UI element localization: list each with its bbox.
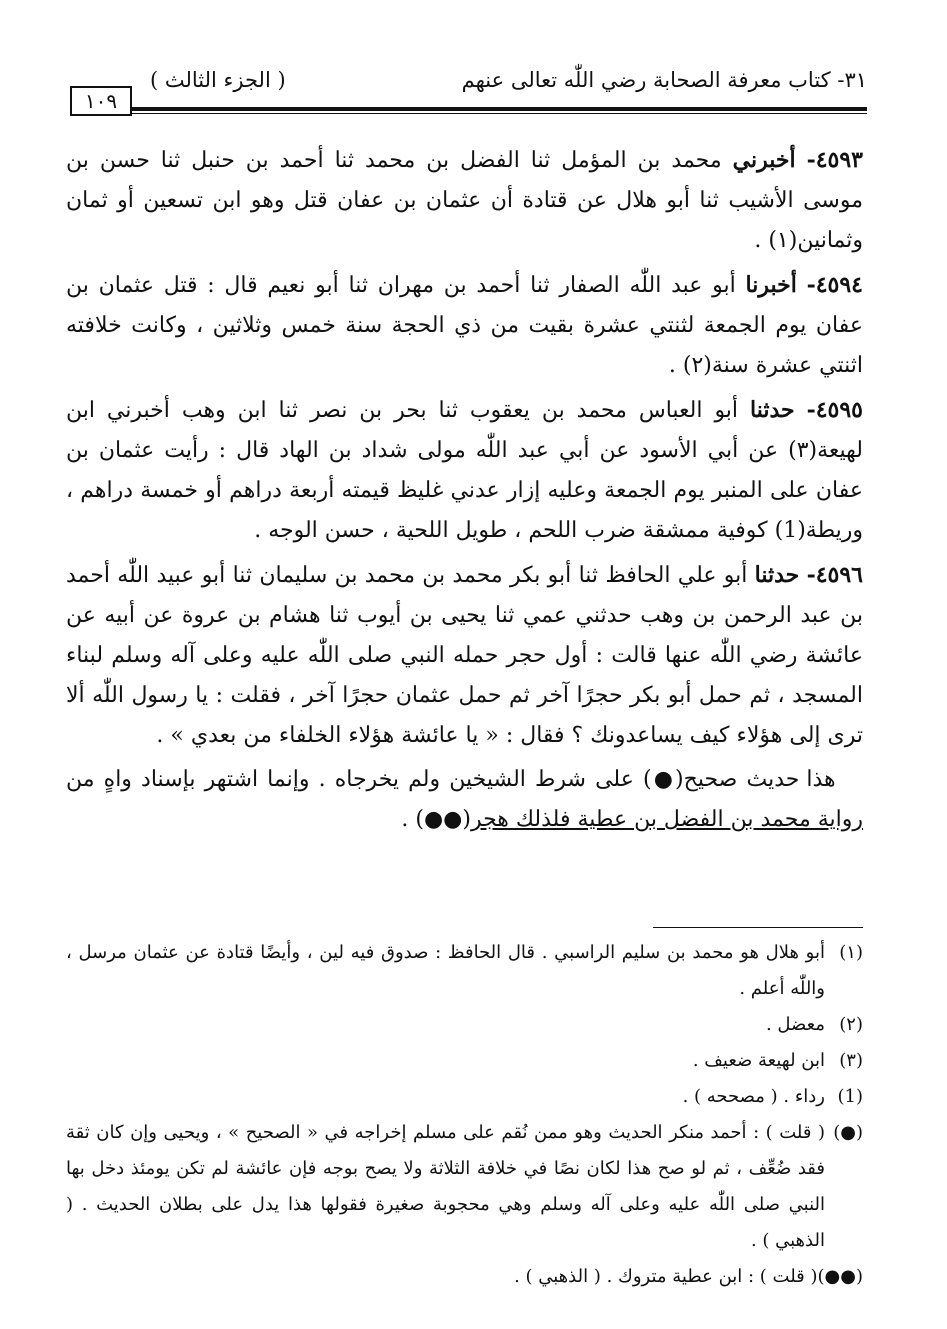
hadith-text: محمد بن المؤمل ثنا الفضل بن محمد ثنا أحمد بن حنبل ثنا حسن بن موسى الأشيب ثنا أبو هلال عن قتادة أن عثمان بن عفان قتل وهو ابن تسعين أو ثمان وثمانين(١) . xyxy=(66,148,863,253)
footnote xyxy=(66,1079,863,1115)
footnote-mark: (٢) xyxy=(839,1014,863,1035)
footnote-mark: (●) xyxy=(833,1122,863,1143)
footnote-text: ( قلت ) : أحمد منكر الحديث وهو ممن نُقم على مسلم إخراجه في « الصحيح » ، ويحيى وإن كان ثقة فقد ضُعِّف ، ثم لو صح هذا لكان نصًا في خلافة الثلاثة ولا يصح بوجه فإن عائشة لم تكن يومئذ دخل بها النبي صلى اللّٰه عليه وعلى آله وسلم وهي محجوبة صغيرة فقولها هذا يدل على بطلان الحديث . ( الذهبي ) . xyxy=(66,1122,825,1251)
footnote-text: ( قلت ) : ابن عطية متروك . ( الذهبي ) . xyxy=(514,1266,818,1287)
hadith-lead: حدثنا xyxy=(750,397,795,423)
footnote xyxy=(66,935,863,1007)
footnotes xyxy=(66,935,863,1295)
footnote-mark: (١) xyxy=(839,942,863,963)
header-rule xyxy=(130,107,867,114)
hadith-number: ٤٥٩٤- xyxy=(806,272,863,298)
footnote-mark: (●●) xyxy=(817,1266,863,1287)
part-title: ( الجزء الثالث ) xyxy=(150,68,286,92)
hadith-number: ٤٥٩٥- xyxy=(806,397,863,423)
hadith-4596 xyxy=(66,555,863,756)
verdict-underlined: رواية محمد بن الفضل بن عطية فلذلك هجر xyxy=(470,807,863,832)
footnote xyxy=(66,1043,863,1079)
hadith-lead: أخبرني xyxy=(732,147,796,173)
verdict-text: هذا حديث صحيح(●) على شرط الشيخين ولم يخرجاه . وإنما اشتهر بإسناد واهٍ من xyxy=(66,767,836,792)
hadith-number: ٤٥٩٣- xyxy=(806,147,863,173)
header-text xyxy=(150,68,867,98)
footnote-text: رداء . ( مصححه ) . xyxy=(682,1086,825,1107)
footnote-text: معضل . xyxy=(765,1014,825,1035)
hadith-lead: أخبرنا xyxy=(745,272,797,298)
page-number: ١٠٩ xyxy=(70,86,132,116)
hadith-lead: حدثنا xyxy=(754,562,800,588)
verdict-tail: (●●) . xyxy=(401,807,471,832)
hadith-4595 xyxy=(66,390,863,551)
footnote-separator xyxy=(653,927,863,928)
footnote xyxy=(66,1007,863,1043)
hadith-text: أبو عبد اللّٰه الصفار ثنا أحمد بن مهران ثنا أبو نعيم قال : قتل عثمان بن عفان يوم الجمعة لثنتي عشرة بقيت من ذي الحجة سنة خمس وثلاثين ، وكانت خلافته اثنتي عشرة سنة(٢) . xyxy=(66,273,863,378)
footnote-text: ابن لهيعة ضعيف . xyxy=(692,1050,825,1071)
chapter-title: ٣١- كتاب معرفة الصحابة رضي اللّٰه تعالى عنهم xyxy=(461,68,867,92)
hadith-number: ٤٥٩٦- xyxy=(806,562,863,588)
footnote-mark: (٣) xyxy=(839,1050,863,1071)
footnote-mark: (1) xyxy=(837,1086,863,1107)
footnote xyxy=(66,1259,863,1295)
hadith-text: أبو علي الحافظ ثنا أبو بكر محمد بن محمد بن سليمان ثنا أبو عبيد اللّٰه أحمد بن عبد الرحمن بن وهب حدثني عمي ثنا يحيى بن أيوب ثنا هشام بن عروة عن أبيه عن عائشة رضي اللّٰه عنها قالت : أول حجر حمله النبي صلى اللّٰه عليه وعلى آله وسلم لبناء المسجد ، ثم حمل أبو بكر حجرًا آخر ثم حمل عثمان حجرًا آخر ، فقلت : يا رسول اللّٰه ألا ترى إلى هؤلاء كيف يساعدونك ؟ فقال : « يا عائشة هؤلاء الخلفاء من بعدي » . xyxy=(66,563,863,748)
hadith-4593 xyxy=(66,140,863,261)
footnote-text: أبو هلال هو محمد بن سليم الراسبي . قال الحافظ : صدوق فيه لين ، وأيضًا قتادة عن عثمان مرسل ، واللّٰه أعلم . xyxy=(66,942,825,999)
hadith-4594 xyxy=(66,265,863,386)
page-header xyxy=(70,62,867,120)
main-text xyxy=(66,140,863,844)
hadith-text: أبو العباس محمد بن يعقوب ثنا بحر بن نصر ثنا ابن وهب أخبرني ابن لهيعة(٣) عن أبي الأسود عن أبي عبد اللّٰه مولى شداد بن الهاد قال : رأيت عثمان بن عفان على المنبر يوم الجمعة وعليه إزار عدني غليظ قيمته أربعة دراهم أو خمسة دراهم ، وريطة(1) كوفية ممشقة ضرب اللحم ، طويل اللحية ، حسن الوجه . xyxy=(66,398,863,543)
footnote xyxy=(66,1115,863,1259)
verdict xyxy=(66,760,863,840)
